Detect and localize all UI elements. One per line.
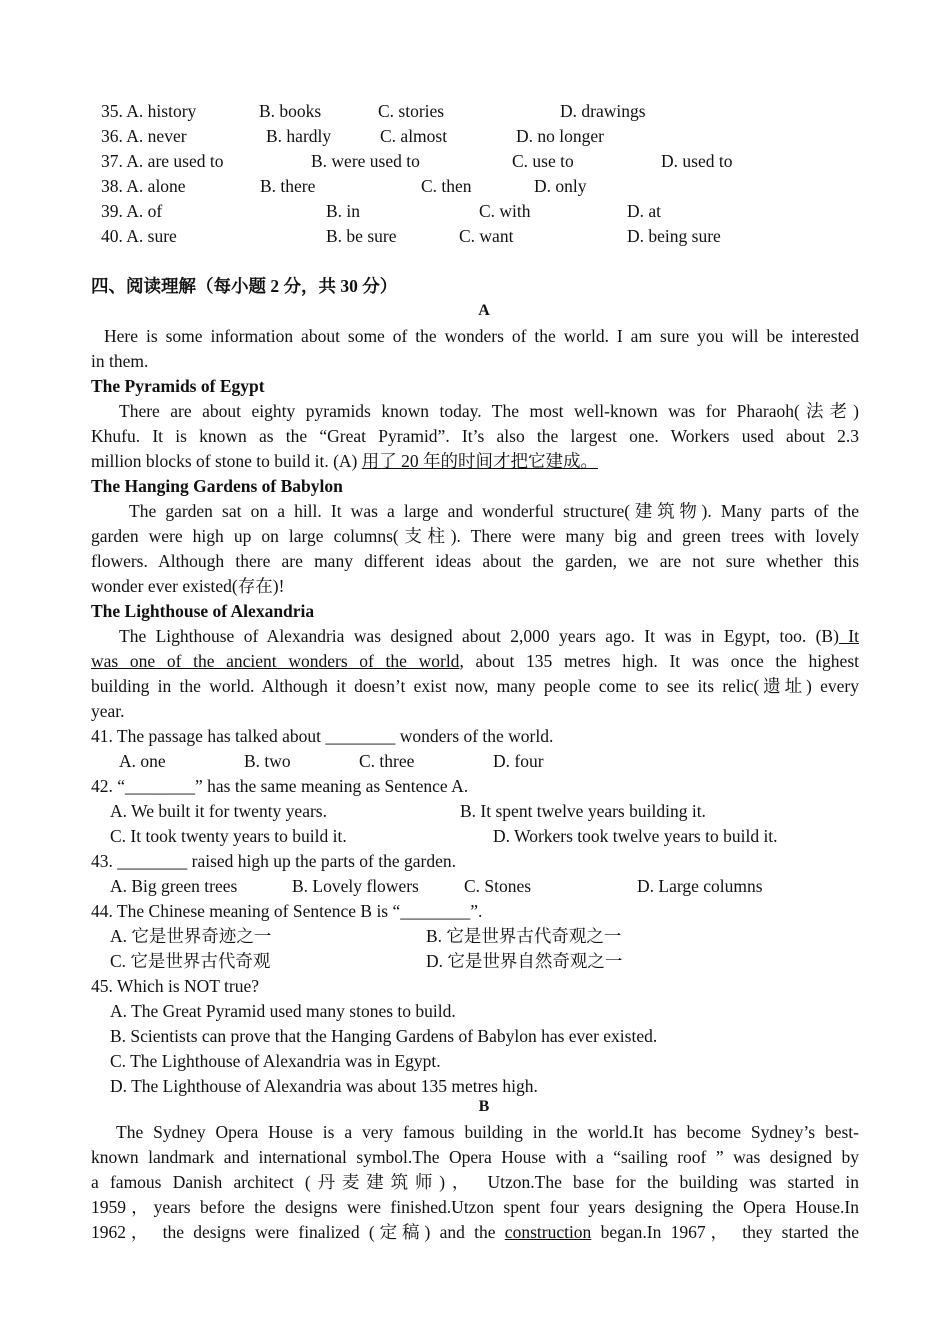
paragraph-line: There are about eighty pyramids known today. The most well-known was for Pharaoh(法老)	[119, 401, 859, 421]
paragraph-line: garden were high up on large columns(支柱). There were many big and green trees with lovely	[91, 526, 859, 546]
option: A. Big green trees	[110, 876, 238, 896]
question-45-stem: 45. Which is NOT true?	[91, 976, 260, 996]
option: A. one	[119, 751, 166, 771]
option: A. The Great Pyramid used many stones to build.	[110, 1001, 456, 1021]
paragraph-line	[91, 449, 598, 473]
option: C. stories	[378, 101, 445, 121]
paragraph-line: 1959，years before the designs were finished.Utzon spent four years designing the Opera House.In	[91, 1197, 859, 1217]
option: B. 它是世界古代奇观之一	[426, 926, 622, 946]
paragraph-line: Here is some information about some of the wonders of the world. I am sure you will be interested	[104, 326, 859, 346]
option: D. drawings	[560, 101, 646, 121]
option: C. with	[479, 201, 531, 221]
option: C. then	[421, 176, 472, 196]
paragraph-line: flowers. Although there are many different ideas about the garden, we are not sure whether this	[91, 551, 859, 571]
option: B. were used to	[311, 151, 420, 171]
option: 37. A. are used to	[101, 151, 224, 171]
option: 40. A. sure	[101, 226, 177, 246]
paragraph-line: known landmark and international symbol.The Opera House with a “sailing roof ” was designed by	[91, 1147, 859, 1167]
subheading-gardens: The Hanging Gardens of Babylon	[91, 476, 343, 496]
question-41-stem: 41. The passage has talked about ________ wonders of the world.	[91, 726, 554, 746]
option: D. 它是世界自然奇观之一	[426, 951, 623, 971]
question-42-stem: 42. “________” has the same meaning as Sentence A.	[91, 776, 469, 796]
option: D. four	[493, 751, 544, 771]
paragraph-line: year.	[91, 701, 125, 721]
option: C. Stones	[464, 876, 532, 896]
option: D. no longer	[516, 126, 604, 146]
option: D. Large columns	[637, 876, 763, 896]
option: 39. A. of	[101, 201, 163, 221]
option: C. three	[359, 751, 415, 771]
paragraph-line: a famous Danish architect (丹麦建筑师)， Utzon.The base for the building was started in	[91, 1172, 859, 1192]
paragraph-line: building in the world. Although it doesn’t exist now, many people come to see its relic(遗址) every	[91, 676, 859, 696]
option: B. Lovely flowers	[292, 876, 419, 896]
option: B. be sure	[326, 226, 397, 246]
option: C. It took twenty years to build it.	[110, 826, 347, 846]
option: D. Workers took twelve years to build it.	[493, 826, 778, 846]
paragraph-line: in them.	[91, 351, 149, 371]
paragraph-line	[91, 649, 859, 673]
option: C. almost	[380, 126, 448, 146]
question-43-stem: 43. ________ raised high up the parts of the garden.	[91, 851, 456, 871]
sentence-a-underlined: 用了 20 年的时间才把它建成。	[361, 451, 598, 471]
sentence-b-underlined: was one of the ancient wonders of the world	[91, 651, 460, 671]
option: C. want	[459, 226, 514, 246]
option: B. Scientists can prove that the Hanging Gardens of Babylon has ever existed.	[110, 1026, 658, 1046]
option: 38. A. alone	[101, 176, 186, 196]
paragraph-line: The Sydney Opera House is a very famous building in the world.It has become Sydney’s best-	[116, 1122, 859, 1142]
paragraph-line: The garden sat on a hill. It was a large and wonderful structure(建筑物). Many parts of the	[129, 501, 859, 521]
option: D. The Lighthouse of Alexandria was about 135 metres high.	[110, 1076, 538, 1096]
option: B. hardly	[266, 126, 332, 146]
subheading-lighthouse: The Lighthouse of Alexandria	[91, 601, 315, 621]
option: A. We built it for twenty years.	[110, 801, 327, 821]
paragraph-line: Khufu. It is known as the “Great Pyramid”. It’s also the largest one. Workers used about 2.3	[91, 426, 859, 446]
text: The Lighthouse of Alexandria was designed about 2,000 years ago. It was in Egypt, too. (B)	[119, 626, 839, 646]
option: B. books	[259, 101, 322, 121]
paragraph-line	[119, 624, 859, 648]
text: 1962， the designs were finalized (定稿) and the	[91, 1222, 505, 1242]
option: B. two	[244, 751, 291, 771]
option: C. use to	[512, 151, 574, 171]
paragraph-line	[91, 1220, 859, 1244]
underlined-word-construction: construction	[504, 1222, 592, 1242]
option: B. It spent twelve years building it.	[460, 801, 706, 821]
option: C. 它是世界古代奇观	[110, 951, 271, 971]
option: D. being sure	[627, 226, 721, 246]
question-44-stem: 44. The Chinese meaning of Sentence B is “________”.	[91, 901, 483, 921]
option: 36. A. never	[101, 126, 187, 146]
option: A. 它是世界奇迹之一	[110, 926, 272, 946]
paragraph-line: wonder ever existed(存在)!	[91, 576, 285, 596]
option: 35. A. history	[101, 101, 197, 121]
text: began.In 1967， they started the	[591, 1222, 859, 1242]
option: D. used to	[661, 151, 733, 171]
option: C. The Lighthouse of Alexandria was in Egypt.	[110, 1051, 441, 1071]
passage-a-label: A	[478, 302, 490, 319]
option: B. in	[326, 201, 361, 221]
section-heading: 四、阅读理解（每小题 2 分，共 30 分）	[91, 276, 398, 296]
passage-b-label: B	[478, 1098, 490, 1115]
sentence-b-underlined: It	[838, 626, 859, 646]
option: B. there	[260, 176, 316, 196]
text: , about 135 metres high. It was once the highest	[459, 651, 859, 671]
text: million blocks of stone to build it. (A)	[91, 451, 362, 471]
option: D. only	[534, 176, 587, 196]
option: D. at	[627, 201, 662, 221]
subheading-pyramids: The Pyramids of Egypt	[91, 376, 265, 396]
